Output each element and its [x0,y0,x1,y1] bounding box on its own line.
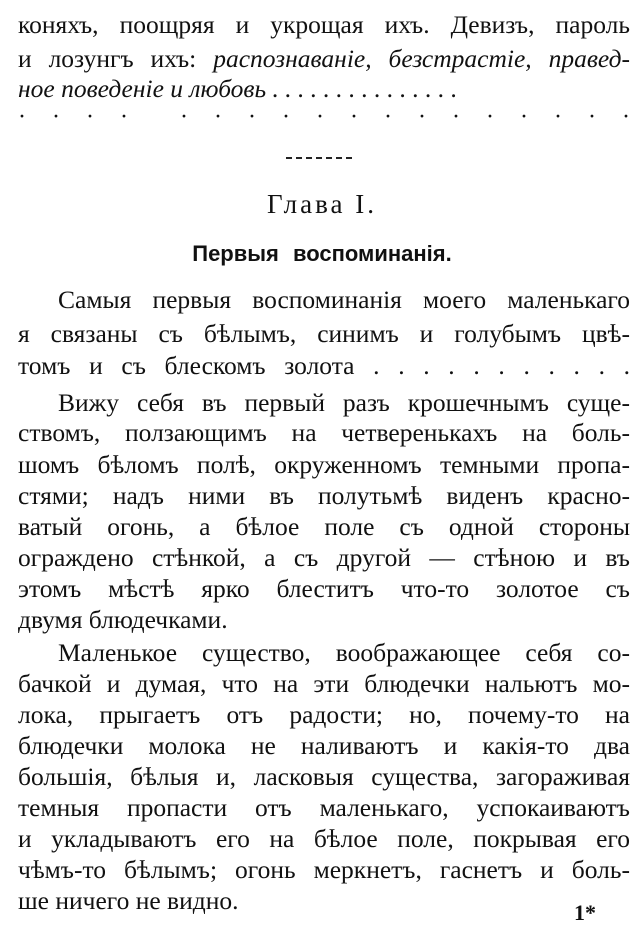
paragraph-2-line: ватый огонь, а бѣлое поле съ одной стороны [18,512,630,541]
paragraph-2-line: этомъ мѣстѣ ярко блеститъ что-то золотое съ [18,574,630,603]
paragraph-3-line: лока, прыгаетъ отъ радости; но, почему-то на [18,700,630,729]
text-fragment: и лозунгъ ихъ: [18,44,197,73]
text-line [18,44,630,74]
section-divider [286,157,352,159]
italic-motto-continued: ное поведенiе и любовь . . . . . . . . . . . . . . . [18,74,458,103]
paragraph-3-line: Маленькое существо, воображающее себя со- [58,638,630,667]
italic-motto: распознаванiе, безстрастiе, правед- [213,44,630,73]
page-number: 1* [574,900,596,925]
paragraph-2-line: ствомъ, ползающимъ на четверенькахъ на боль- [18,418,630,447]
chapter-title: Глава I. [267,189,377,219]
paragraph-1-line: я связаны съ бѣлымъ, синимъ и голубымъ цвѣ- [18,319,630,348]
paragraph-3-line: большiя, бѣлыя и, ласковыя существа, загораживая [18,762,630,791]
paragraph-2-line: шомъ бѣломъ полѣ, окруженномъ темными пропа- [18,450,630,479]
paragraph-1-line: Самыя первыя воспоминанiя моего маленькаго [58,285,630,314]
paragraph-3-line: и укладываютъ его на бѣлое поле, покрывая его [18,824,630,853]
paragraph-1-line: томъ и съ блескомъ золота . . . . . . . . . . . [18,351,630,380]
paragraph-2-line: Вижу себя въ первый разъ крошечнымъ суще- [58,388,630,417]
paragraph-3-line: бачкой и думая, что на эти блюдечки нальютъ мо- [18,669,630,698]
chapter-subtitle: Первыя воспоминанiя. [192,241,452,266]
paragraph-3-line: ше ничего не видно. [18,886,239,915]
paragraph-3-line: темныя пропасти отъ маленькаго, успокаиваютъ [18,793,630,822]
paragraph-2-line: ограждено стѣнкой, а съ другой — стѣною и въ [18,543,630,572]
paragraph-3-line: чѣмъ-то бѣлымъ; огонь меркнетъ, гаснетъ и боль- [18,855,630,884]
text-line: коняхъ, поощряя и укрощая ихъ. Девизъ, пароль [18,10,630,39]
paragraph-2-line: стями; надъ ними въ полутьмѣ виденъ красно- [18,481,630,510]
paragraph-3-line: блюдечки молока не наливаютъ и какiя-то два [18,731,630,760]
paragraph-2-line: двумя блюдечками. [18,605,228,634]
ellipsis-row: · · · · · · · · · · · · · · · · · · [18,104,630,130]
